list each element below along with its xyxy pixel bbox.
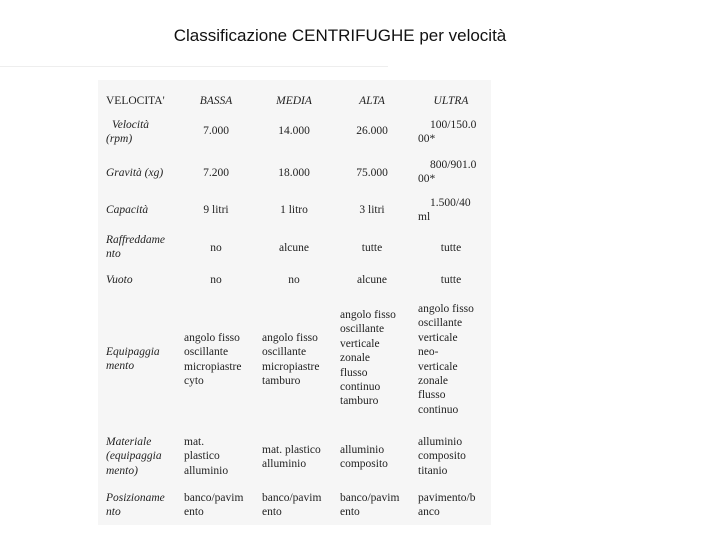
table-cell: oscillante (184, 346, 229, 359)
table-cell: mat. plastico (262, 444, 321, 456)
table-cell: tutte (440, 242, 462, 254)
column-header: BASSA (199, 95, 233, 107)
row-label: Velocità (112, 119, 150, 131)
table-cell: 00* (418, 133, 436, 146)
table-cell: alluminio (184, 464, 229, 477)
table-cell: micropiastre (184, 360, 242, 373)
table-cell: tamburo (340, 395, 379, 408)
row-label: Materiale (106, 436, 152, 448)
table-cell: 75.000 (356, 167, 388, 179)
table-cell: alcune (356, 274, 387, 286)
table-cell: ento (340, 506, 360, 519)
table-cell: verticale (340, 337, 380, 350)
column-header: ULTRA (433, 95, 469, 107)
table-cell: 18.000 (278, 167, 310, 179)
table-cell: 800/901.0 (430, 159, 477, 171)
column-header: MEDIA (276, 95, 312, 107)
table-cell: 3 litri (359, 204, 385, 216)
table-cell: angolo fisso (340, 309, 396, 321)
row-label: Capacità (106, 204, 149, 216)
table-cell: angolo fisso (262, 332, 318, 344)
table-cell: 9 litri (203, 204, 229, 216)
table-cell: anco (418, 506, 440, 519)
table-cell: alluminio (262, 458, 307, 471)
page-title: Classificazione CENTRIFUGHE per velocità (173, 26, 507, 45)
table-cell: verticale (418, 331, 458, 344)
table-cell: angolo fisso (418, 303, 474, 315)
table-cell: 7.200 (203, 167, 229, 179)
row-label: mento) (106, 464, 138, 477)
table-cell: banco/pavim (184, 492, 244, 504)
table-cell: titanio (418, 464, 448, 477)
table-cell: oscillante (262, 346, 307, 359)
table-cell: 1.500/40 (430, 197, 471, 209)
row-label: Raffreddame (106, 234, 165, 246)
table-cell: cyto (184, 375, 204, 388)
table-cell: banco/pavim (262, 492, 322, 504)
table-cell: 00* (418, 173, 436, 186)
table-cell: no (288, 274, 300, 286)
table-cell: 100/150.0 (430, 119, 477, 131)
table-cell: flusso (418, 389, 446, 402)
row-label: nto (106, 506, 121, 519)
table-cell: continuo (340, 381, 381, 393)
table-cell: zonale (340, 352, 371, 365)
row-label: Vuoto (106, 274, 133, 286)
table-cell: composito (340, 458, 388, 471)
table-cell: micropiastre (262, 360, 320, 373)
table-cell: neo- (418, 346, 439, 359)
row-label: mento (106, 360, 135, 373)
table-cell: ento (184, 506, 204, 519)
row-label: Gravità (xg) (106, 167, 164, 179)
table-cell: 7.000 (203, 125, 229, 137)
table-cell: oscillante (340, 323, 385, 336)
row-label: (equipaggia (106, 450, 162, 463)
row-label: (rpm) (106, 133, 133, 146)
column-header: ALTA (359, 95, 385, 107)
table-cell: 14.000 (278, 125, 310, 137)
row-label: Posizioname (106, 492, 165, 504)
table-cell: banco/pavim (340, 492, 400, 504)
table-cell: oscillante (418, 317, 463, 330)
table-cell: flusso (340, 366, 368, 379)
table-cell: composito (418, 450, 466, 463)
table-cell: angolo fisso (184, 332, 240, 344)
table-cell: tutte (440, 274, 462, 286)
table-cell: continuo (418, 403, 459, 416)
table-cell: verticale (418, 360, 458, 373)
table-cell: mat. (184, 436, 205, 448)
table-cell: alluminio (340, 444, 385, 456)
table-cell: no (210, 274, 222, 286)
table-cell: 1 litro (280, 204, 308, 216)
table-cell: alcune (278, 242, 309, 254)
table-cell: no (210, 242, 222, 254)
table-cell: ento (262, 506, 282, 519)
table-cell: plastico (184, 450, 220, 463)
table-cell: tamburo (262, 375, 301, 388)
row-label: Equipaggia (106, 346, 160, 358)
table-cell: zonale (418, 375, 449, 387)
table-cell: ml (418, 211, 431, 224)
table-cell: 26.000 (356, 125, 388, 137)
table-cell: pavimento/b (418, 492, 476, 504)
divider (0, 66, 388, 67)
table-cell: alluminio (418, 436, 463, 448)
row-label: nto (106, 248, 121, 261)
column-header: VELOCITA' (106, 95, 165, 107)
table-cell: tutte (361, 242, 383, 254)
